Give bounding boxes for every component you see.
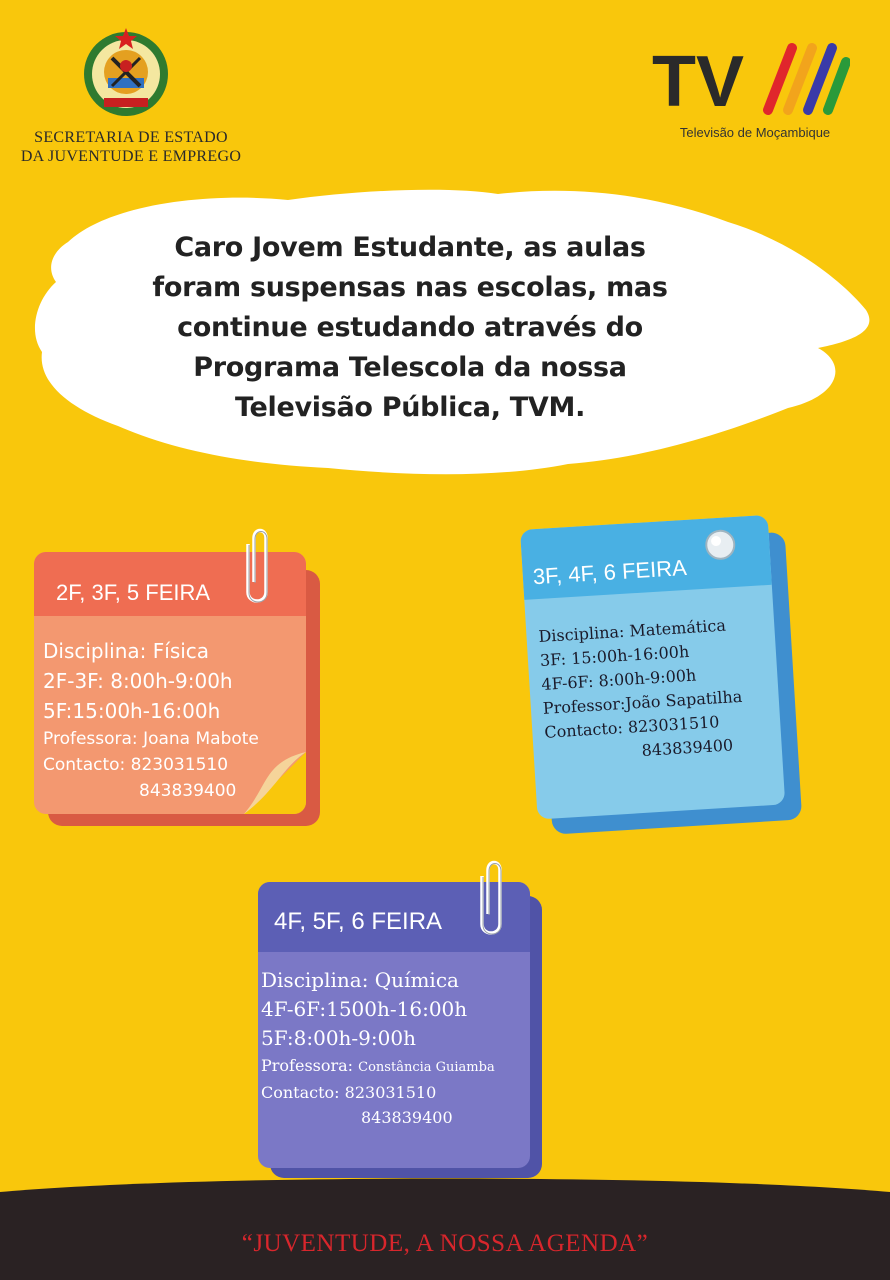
physics-subject: Disciplina: Física [43,639,210,663]
chemistry-teacher [261,1053,530,1080]
math-time-2: 4F-6F: 8:00h-9:00h [540,665,697,694]
tvm-logo [650,40,850,118]
math-contact-2: 843839400 [641,735,734,760]
message-line-1: Caro Jovem Estudante, as aulas [174,232,646,263]
physics-teacher: Professora: Joana Mabote [43,729,259,749]
paperclip-icon [236,524,276,608]
chemistry-time-2: 5F:8:00h-9:00h [261,1026,416,1050]
paperclip-icon [470,856,510,940]
footer-slogan: “JUVENTUDE, A NOSSA AGENDA” [241,1230,649,1257]
math-teacher: Professor:João Sapatilha [542,686,743,718]
ministry-line-1: SECRETARIA DE ESTADO [34,129,228,146]
physics-note-days: 2F, 3F, 5 FEIRA [34,552,306,616]
math-time-1: 3F: 15:00h-16:00h [539,641,690,671]
math-contact-1: Contacto: 823031510 [543,712,720,742]
tvm-tagline: Televisão de Moçambique [679,125,831,140]
chemistry-subject: Disciplina: Química [261,968,459,992]
main-message [120,228,700,428]
math-subject: Disciplina: Matemática [537,615,727,647]
math-note [520,515,785,820]
math-note-days: 3F, 4F, 6 FEIRA [520,515,772,600]
ministry-line-2: DA JUVENTUDE E EMPREGO [20,148,242,165]
message-line-3: continue estudando através do [177,312,643,343]
physics-time-2: 5F:15:00h-16:00h [43,699,221,723]
chemistry-teacher-label: Professora: [261,1056,359,1075]
chemistry-teacher-name: Constância Guiamba [358,1060,495,1075]
physics-time-1: 2F-3F: 8:00h-9:00h [43,669,233,693]
chemistry-contact-2: 843839400 [361,1108,453,1127]
chemistry-time-1: 4F-6F:1500h-16:00h [261,997,468,1021]
math-note-body [526,611,782,770]
chemistry-contact-1: Contacto: 823031510 [261,1083,437,1102]
physics-contact-1: Contacto: 823031510 [43,755,229,775]
ministry-name [0,128,262,166]
chemistry-note-days: 4F, 5F, 6 FEIRA [258,882,530,952]
math-note-group [520,514,808,830]
message-line-5: Televisão Pública, TVM. [234,392,586,423]
national-emblem-icon [78,24,174,120]
message-line-4: Programa Telescola da nossa [193,352,627,383]
pushpin-icon [702,527,738,563]
chemistry-note-body [258,966,530,1130]
physics-contact-2: 843839400 [139,781,237,801]
message-line-2: foram suspensas nas escolas, mas [152,272,668,303]
tvm-logo-text: TV [652,42,745,118]
page-curl-icon [244,752,306,814]
